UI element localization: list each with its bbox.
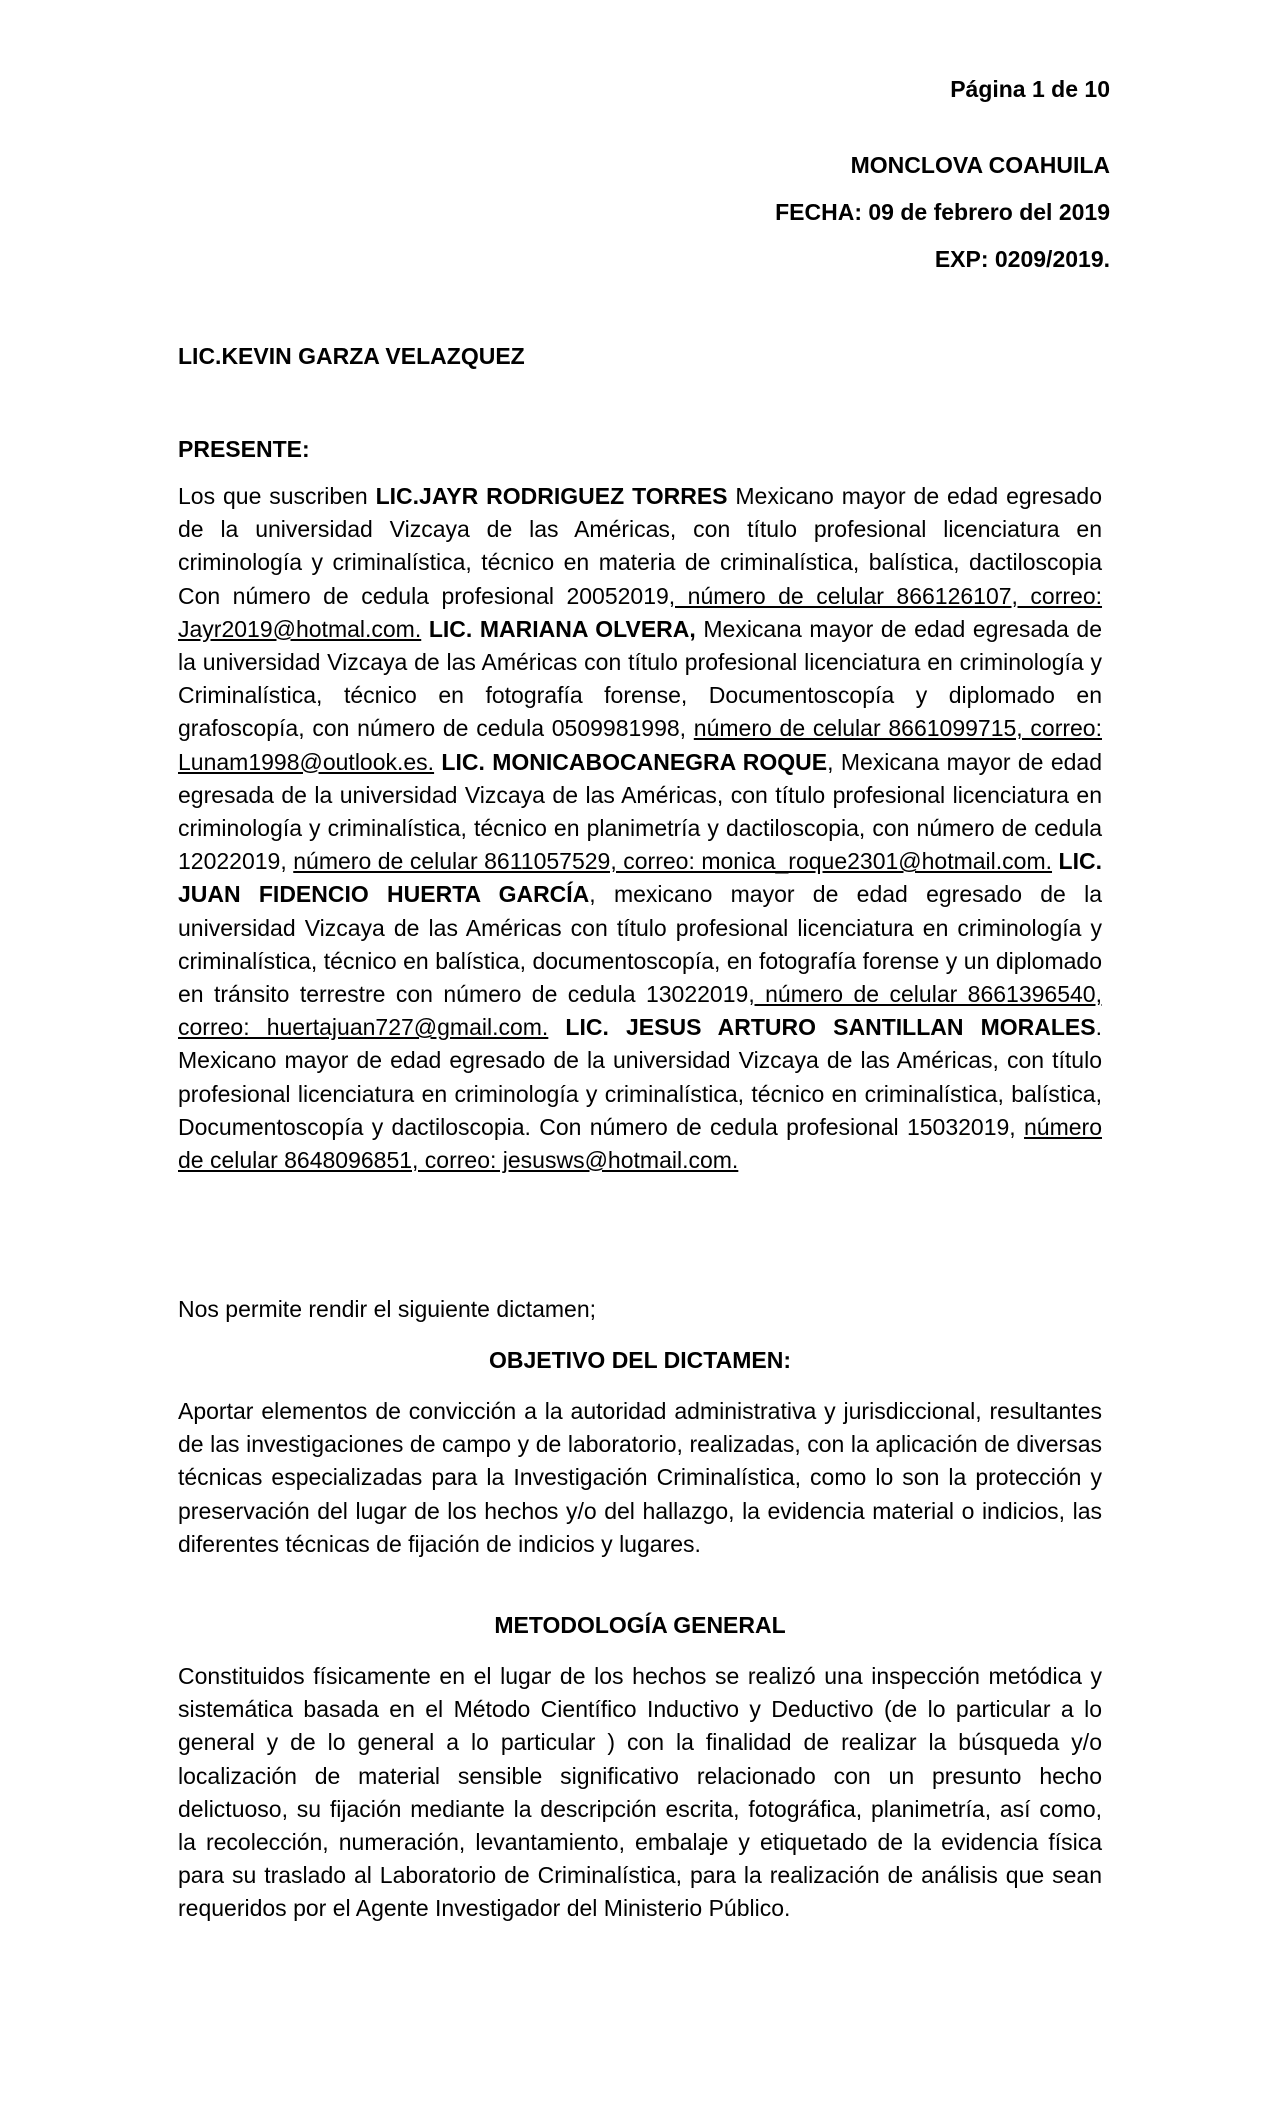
signatory-name-4: LIC. JUAN FIDENCIO HUERTA GARCÍA: [178, 848, 1102, 908]
signatory-name-3: LIC. MONICABOCANEGRA ROQUE: [434, 748, 828, 775]
addressee: LIC.KEVIN GARZA VELAZQUEZ: [178, 343, 525, 369]
signatory-desc-4: , mexicano mayor de edad egresado de la universidad Vizcaya de las Américas con título profesional licenciatura en criminología y criminalística, técnico en balística, documentoscopía, en fotografía forense y un diplomado en tránsito terrestre con número de cedula 13022019: [178, 881, 1102, 1008]
intro-text-1: Los que suscriben: [178, 483, 376, 509]
signatory-contact-2: número de celular 8661099715, correo: Lunam1998@outlook.es.: [178, 715, 1102, 775]
signatory-name-1: LIC.JAYR RODRIGUEZ TORRES: [375, 483, 728, 509]
methodology-heading: METODOLOGÍA GENERAL: [494, 1612, 786, 1638]
signatory-desc-1: Mexicano mayor de edad egresado de la universidad Vizcaya de las Américas, con título profesional licenciatura en criminología y criminalística, técnico en materia de criminalística, balística, dactiloscopia Con número de cedula profesional 20052019: [178, 483, 1102, 609]
objective-heading: OBJETIVO DEL DICTAMEN:: [489, 1347, 791, 1373]
methodology-paragraph: Constituidos físicamente en el lugar de los hechos se realizó una inspección metódica y sistemática basada en el Método Científico Inductivo y Deductivo (de lo particular a lo general y de lo general a lo particular ) con la finalidad de realizar la búsqueda y/o localización de material sensible significativo relacionado con un presunto hecho delictuoso, su fijación mediante la descripción escrita, fotográfica, planimetría, así como, la recolección, numeración, levantamiento, embalaje y etiquetado de la evidencia física para su traslado al Laboratorio de Criminalística, para la realización de análisis que sean requeridos por el Agente Investigador del Ministerio Público.: [178, 1663, 1102, 1922]
signatory-desc-3: , Mexicana mayor de edad egresada de la universidad Vizcaya de las Américas, con título profesional licenciatura en criminología y criminalística, técnico en planimetría y dactiloscopia, con número de cedula 12022019,: [178, 748, 1102, 875]
signatory-contact-4: , número de celular 8661396540, correo: huertajuan727@gmail.com.: [178, 981, 1102, 1041]
signatory-desc-5: . Mexicano mayor de edad egresado de la universidad Vizcaya de las Américas, con título profesional licenciatura en criminología y criminalística, técnico en criminalística, balística, Documentoscopía y dactiloscopia. Con número de cedula profesional 15032019,: [178, 1014, 1102, 1140]
salutation: PRESENTE:: [178, 436, 310, 462]
date-line: FECHA: 09 de febrero del 2019: [775, 199, 1110, 225]
signatory-contact-1: , número de celular 866126107, correo: Jayr2019@hotmal.com.: [178, 582, 1103, 642]
intro-paragraph: [178, 480, 1102, 1177]
signatory-name-2: LIC. MARIANA OLVERA,: [421, 615, 696, 642]
signatory-desc-2: Mexicana mayor de edad egresada de la universidad Vizcaya de las Américas con título profesional licenciatura en criminología y Criminalística, técnico en fotografía forense, Documentoscopía y diplomado en grafoscopía, con número de cedula 0509981998,: [178, 615, 1102, 742]
city-line: MONCLOVA COAHUILA: [850, 152, 1110, 178]
page-number: Página 1 de 10: [950, 76, 1110, 102]
permit-line: Nos permite rendir el siguiente dictamen;: [178, 1296, 597, 1322]
signatory-contact-3: número de celular 8611057529, correo: monica_roque2301@hotmail.com.: [293, 848, 1053, 875]
objective-paragraph: Aportar elementos de convicción a la autoridad administrativa y jurisdiccional, resultantes de las investigaciones de campo y de laboratorio, realizadas, con la aplicación de diversas técnicas especializadas para la Investigación Criminalística, como lo son la protección y preservación del lugar de los hechos y/o del hallazgo, la evidencia material o indicios, las diferentes técnicas de fijación de indicios y lugares.: [178, 1398, 1102, 1557]
signatory-name-5: LIC. JESUS ARTURO SANTILLAN MORALES: [548, 1014, 1096, 1041]
signatory-contact-5: número de celular 8648096851, correo: jesusws@hotmail.com.: [178, 1113, 1102, 1174]
expedient-line: EXP: 0209/2019.: [934, 246, 1110, 272]
